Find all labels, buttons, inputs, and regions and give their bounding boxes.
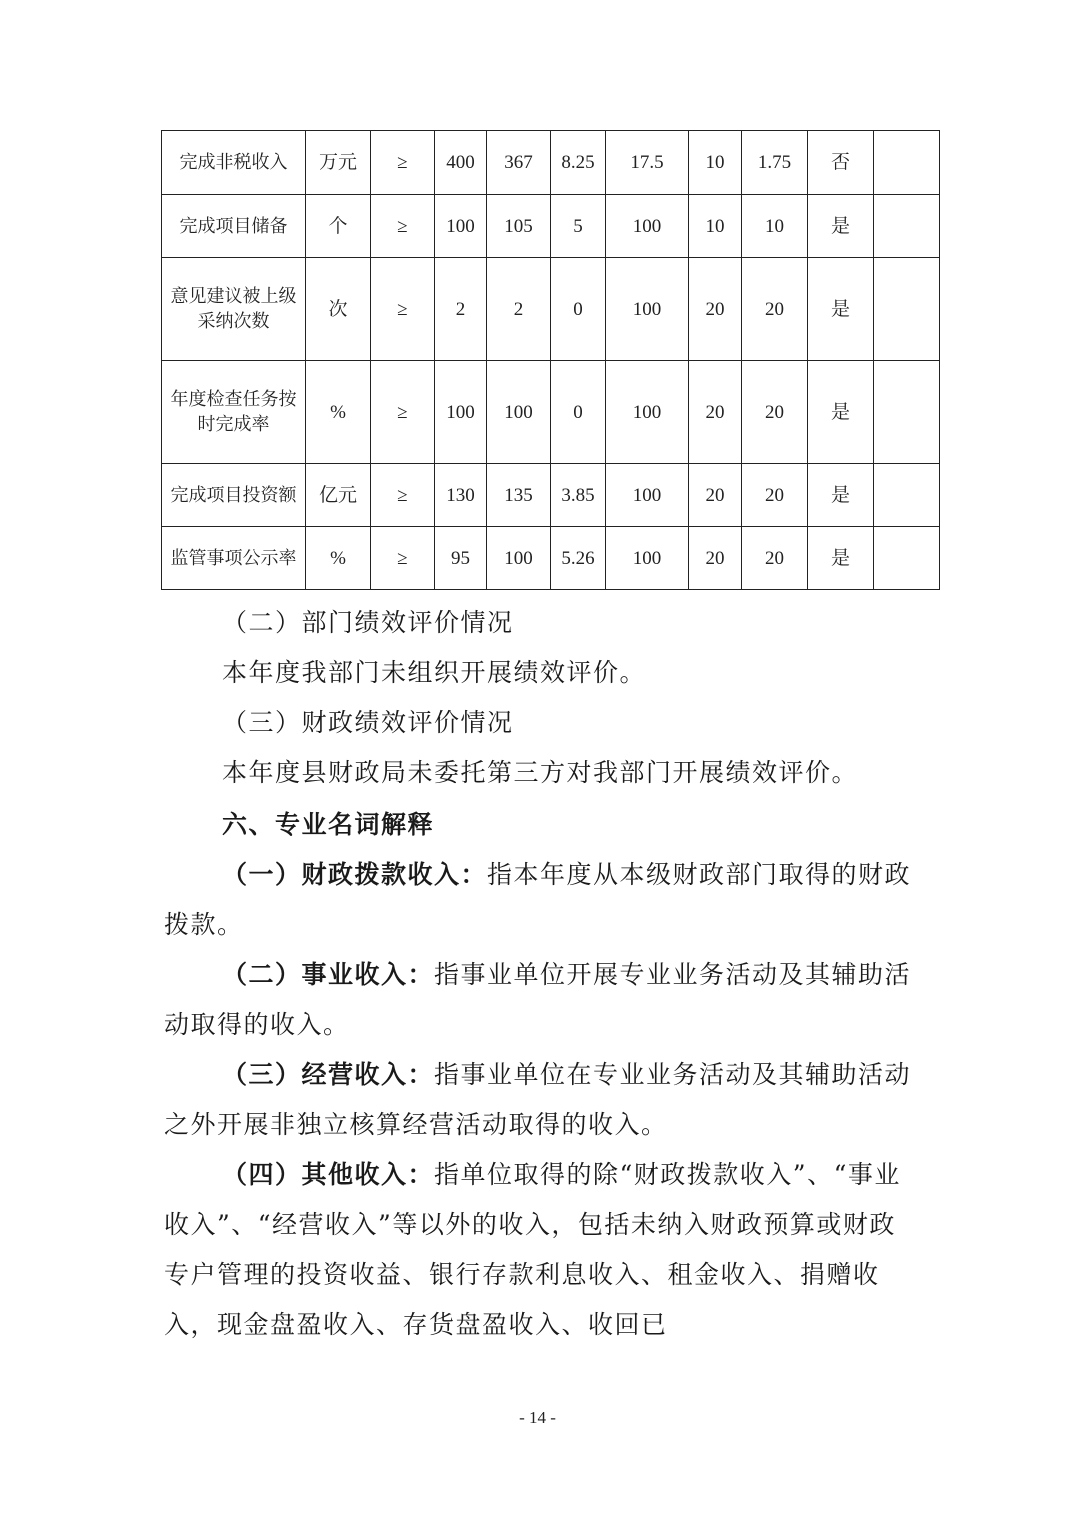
cell-op: ≥ — [371, 527, 435, 590]
fin-eval-text: 本年度县财政局未委托第三方对我部门开展绩效评价。 — [222, 758, 859, 787]
dept-eval-heading: （二）部门绩效评价情况 — [222, 608, 514, 637]
cell-met: 否 — [808, 131, 874, 195]
table-row — [162, 195, 940, 258]
cell-rate: 100 — [606, 195, 689, 258]
cell-target: 400 — [435, 131, 487, 195]
cell-note — [874, 464, 940, 527]
fin-eval-heading: （三）财政绩效评价情况 — [222, 708, 514, 737]
cell-deviation: 8.25 — [551, 131, 606, 195]
table-row — [162, 464, 940, 527]
cell-score: 20 — [742, 464, 808, 527]
cell-weight: 20 — [689, 361, 742, 464]
term-label: （四）其他收入： — [222, 1160, 435, 1189]
cell-actual: 105 — [487, 195, 551, 258]
cell-met: 是 — [808, 527, 874, 590]
cell-score: 20 — [742, 258, 808, 361]
cell-op: ≥ — [371, 258, 435, 361]
cell-actual: 100 — [487, 527, 551, 590]
cell-deviation: 3.85 — [551, 464, 606, 527]
cell-target: 130 — [435, 464, 487, 527]
cell-met: 是 — [808, 361, 874, 464]
term-definition: 指本年度从本级财政部门取得的财政拨款。 — [164, 860, 912, 939]
cell-target: 2 — [435, 258, 487, 361]
cell-op: ≥ — [371, 464, 435, 527]
table-row — [162, 361, 940, 464]
term-definition: 指事业单位在专业业务活动及其辅助活动之外开展非独立核算经营活动取得的收入。 — [164, 1060, 912, 1139]
term-item — [164, 850, 914, 950]
cell-met: 是 — [808, 464, 874, 527]
cell-name: 意见建议被上级采纳次数 — [162, 258, 306, 361]
cell-unit: 个 — [306, 195, 371, 258]
page-number: - 14 - — [519, 1408, 556, 1427]
cell-unit: 万元 — [306, 131, 371, 195]
cell-target: 95 — [435, 527, 487, 590]
cell-note — [874, 361, 940, 464]
cell-note — [874, 195, 940, 258]
cell-score: 20 — [742, 527, 808, 590]
table-row — [162, 527, 940, 590]
cell-rate: 100 — [606, 527, 689, 590]
cell-unit: % — [306, 361, 371, 464]
term-label: （三）经营收入： — [222, 1060, 435, 1089]
cell-name: 年度检查任务按时完成率 — [162, 361, 306, 464]
cell-name: 完成非税收入 — [162, 131, 306, 195]
cell-rate: 100 — [606, 258, 689, 361]
cell-deviation: 5.26 — [551, 527, 606, 590]
cell-score: 20 — [742, 361, 808, 464]
cell-weight: 20 — [689, 527, 742, 590]
cell-op: ≥ — [371, 131, 435, 195]
term-label: （一）财政拨款收入： — [222, 860, 488, 889]
cell-met: 是 — [808, 258, 874, 361]
performance-indicator-table — [161, 130, 940, 590]
term-definition: 指事业单位开展专业业务活动及其辅助活动取得的收入。 — [164, 960, 912, 1039]
cell-unit: % — [306, 527, 371, 590]
table-row — [162, 131, 940, 195]
cell-note — [874, 258, 940, 361]
cell-unit: 亿元 — [306, 464, 371, 527]
cell-actual: 135 — [487, 464, 551, 527]
cell-name: 完成项目储备 — [162, 195, 306, 258]
cell-weight: 10 — [689, 195, 742, 258]
cell-note — [874, 527, 940, 590]
cell-unit: 次 — [306, 258, 371, 361]
cell-weight: 20 — [689, 464, 742, 527]
cell-weight: 20 — [689, 258, 742, 361]
cell-actual: 367 — [487, 131, 551, 195]
cell-actual: 100 — [487, 361, 551, 464]
dept-eval-text: 本年度我部门未组织开展绩效评价。 — [222, 658, 647, 687]
cell-target: 100 — [435, 361, 487, 464]
cell-met: 是 — [808, 195, 874, 258]
glossary-heading: 六、专业名词解释 — [222, 810, 435, 839]
term-definition: 指单位取得的除“财政拨款收入”、“事业收入”、“经营收入”等以外的收入，包括未纳入财政预算或财政专户管理的投资收益、银行存款利息收入、租金收入、捐赠收入，现金盘盈收入、存货盘盈收入、收回已 — [164, 1160, 901, 1339]
term-item — [164, 950, 914, 1050]
term-item — [164, 1050, 914, 1150]
cell-name: 完成项目投资额 — [162, 464, 306, 527]
cell-rate: 17.5 — [606, 131, 689, 195]
cell-op: ≥ — [371, 195, 435, 258]
term-label: （二）事业收入： — [222, 960, 435, 989]
cell-name: 监管事项公示率 — [162, 527, 306, 590]
cell-target: 100 — [435, 195, 487, 258]
cell-op: ≥ — [371, 361, 435, 464]
cell-note — [874, 131, 940, 195]
cell-weight: 10 — [689, 131, 742, 195]
cell-deviation: 0 — [551, 258, 606, 361]
cell-score: 10 — [742, 195, 808, 258]
cell-deviation: 5 — [551, 195, 606, 258]
table-row — [162, 258, 940, 361]
cell-rate: 100 — [606, 361, 689, 464]
cell-actual: 2 — [487, 258, 551, 361]
cell-rate: 100 — [606, 464, 689, 527]
term-item — [164, 1150, 914, 1350]
cell-score: 1.75 — [742, 131, 808, 195]
cell-deviation: 0 — [551, 361, 606, 464]
